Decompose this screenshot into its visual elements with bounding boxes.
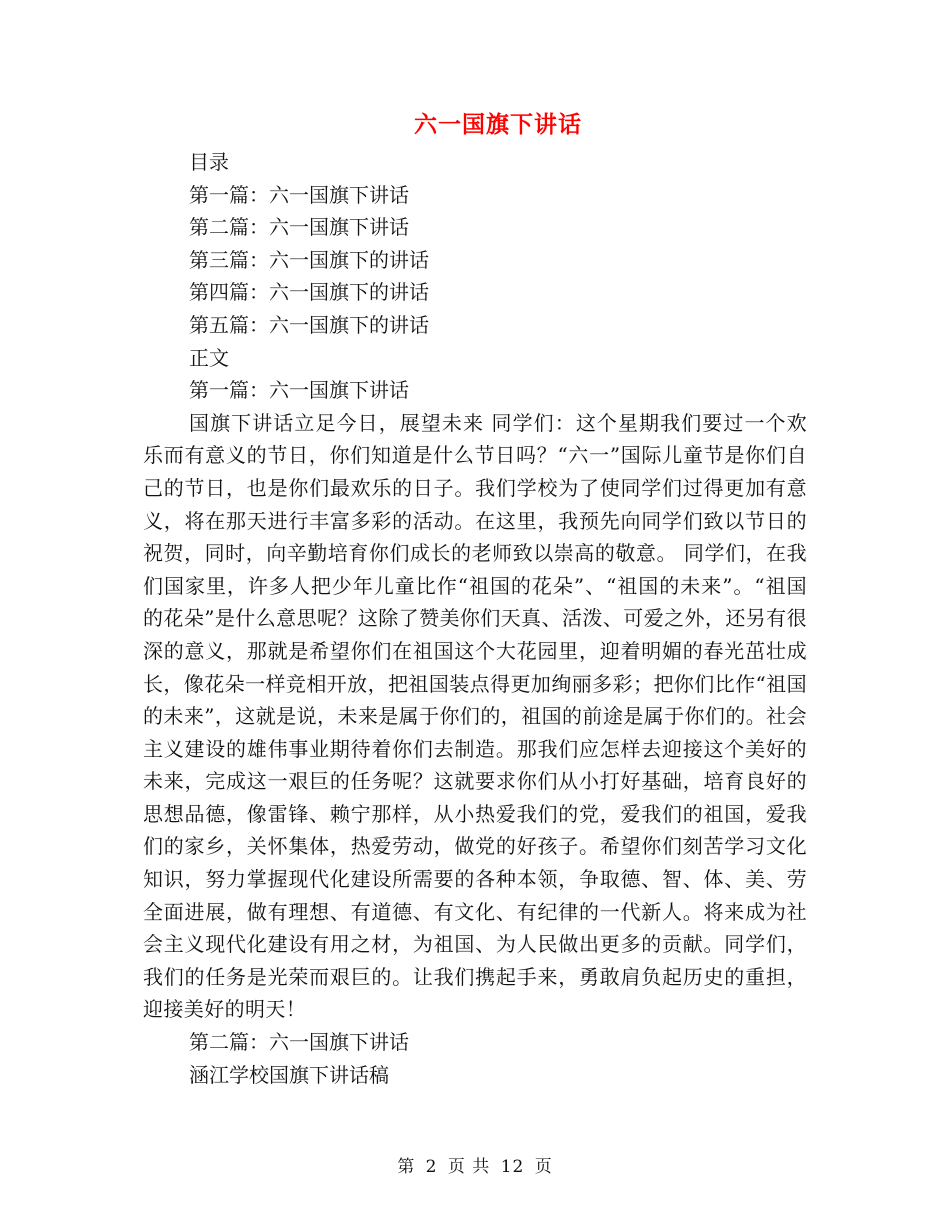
total-pages-number: 12 <box>500 1157 525 1177</box>
toc-item: 第五篇：六一国旗下的讲话 <box>189 312 429 337</box>
document-content <box>143 146 807 1091</box>
toc-heading: 目录 <box>189 150 229 174</box>
footer-suffix: 页 <box>534 1157 553 1177</box>
toc-item: 第三篇：六一国旗下的讲话 <box>189 247 429 272</box>
section-heading: 第一篇：六一国旗下讲话 <box>189 378 409 403</box>
footer-middle: 页 共 <box>447 1157 491 1177</box>
toc-item: 第二篇：六一国旗下讲话 <box>189 215 409 240</box>
footer-prefix: 第 <box>397 1157 416 1177</box>
document-title: 六一国旗下讲话 <box>414 112 582 138</box>
toc-item: 第一篇：六一国旗下讲话 <box>189 182 409 207</box>
section-heading: 第二篇：六一国旗下讲话 <box>189 1030 409 1055</box>
body-paragraph: 国旗下讲话立足今日，展望未来 同学们：这个星期我们要过一个欢乐而有意义的节日，你们知道是什么节日吗？“六一”国际儿童节是你们自己的节日，也是你们最欢乐的日子。我们学校为了使同学们过得更加有意义，将在那天进行丰富多彩的活动。在这里，我预先向同学们致以节日的祝贺，同时，向辛勤培育你们成长的老师致以崇高的敬意。 同学们，在我们国家里，许多人把少年儿童比作“祖国的花朵”、“祖国的未来”。“祖国的花朵”是什么意思呢？这除了赞美你们天真、活泼、可爱之外，还另有很深的意义，那就是希望你们在祖国这个大花园里，迎着明媚的春光茁壮成长，像花朵一样竞相开放，把祖国装点得更加绚丽多彩；把你们比作“祖国的未来”，这就是说，未来是属于你们的，祖国的前途是属于你们的。社会主义建设的雄伟事业期待着你们去制造。那我们应怎样去迎接这个美好的未来，完成这一艰巨的任务呢？这就要求你们从小打好基础，培育良好的思想品德，像雷锋、赖宁那样，从小热爱我们的党，爱我们的祖国，爱我们的家乡，关怀集体，热爱劳动，做党的好孩子。希望你们刻苦学习文化知识，努力掌握现代化建设所需要的各种本领，争取德、智、体、美、劳全面进展，做有理想、有道德、有文化、有纪律的一代新人。将来成为社会主义现代化建设有用之材，为祖国、为人民做出更多的贡献。同学们，我们的任务是光荣而艰巨的。让我们携起手来，勇敢肩负起历史的重担，迎接美好的明天！ <box>143 410 807 1022</box>
toc-item: 第四篇：六一国旗下的讲话 <box>189 280 429 305</box>
section-subtitle: 涵江学校国旗下讲话稿 <box>189 1062 389 1087</box>
page-footer <box>0 1152 950 1177</box>
body-heading: 正文 <box>189 345 229 370</box>
current-page-number: 2 <box>425 1157 438 1177</box>
